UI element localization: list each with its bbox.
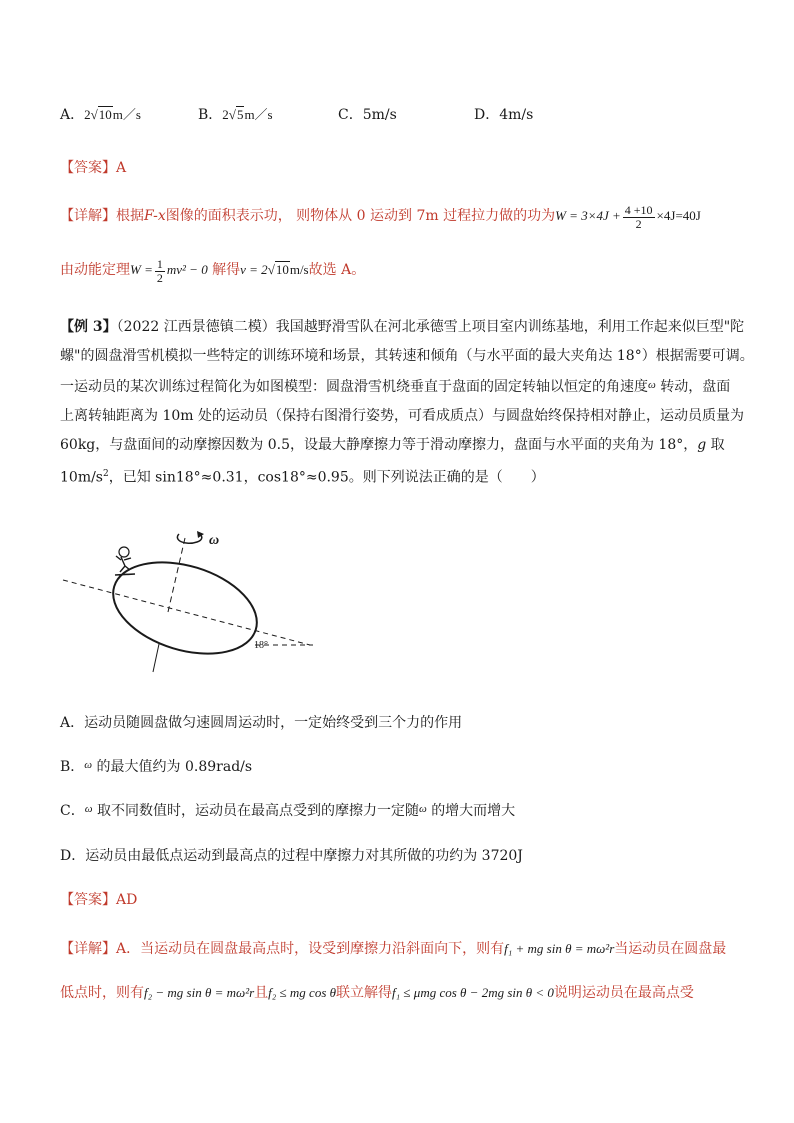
inequality-friction: f₂ ≤ mg cos θ	[268, 985, 337, 1000]
example-3-line-2: 螺"的圆盘滑雪机模拟一些特定的训练环境和场景，其转速和倾角（与水平面的最大夹角达 18°）根据需要可调。	[60, 348, 754, 364]
option-a: A．运动员随圆盘做匀速圆周运动时，一定始终受到三个力的作用	[60, 715, 463, 731]
option-d: D．运动员由最低点运动到最高点的过程中摩擦力对其所做的功约为 3720J	[60, 848, 523, 864]
answer-tag: 【答案】	[60, 892, 116, 908]
answer-tag: 【答案】	[60, 160, 116, 176]
option-a-top	[60, 104, 141, 124]
rotation-arrowhead-icon	[197, 531, 204, 538]
option-c: C．$^\omega$ 取不同数值时，运动员在最高点受到的摩擦力一定随$^\omega$ 的增大而增大	[60, 803, 516, 819]
detail-1-line-1: 【详解】根据F-x图像的面积表示功， 则物体从 0 运动到 7m 过程拉力做的功为W = 3×4J + $\frac{4 +10}{2}$ ×4J=40J	[60, 202, 701, 231]
answer-1	[60, 157, 126, 177]
option-d-top: D．4m/s	[474, 107, 534, 123]
disc-ellipse	[102, 546, 268, 670]
work-equation: W = 3×4J + $\frac{4 +10}{2}$ ×4J=40J	[555, 202, 701, 231]
answer-value: AD	[116, 892, 138, 908]
option-b-label: B．	[198, 107, 223, 123]
kinetic-energy-equation: W = $\frac{1}{2}$ mv² − 0	[130, 256, 208, 285]
example-3-line-6: $10m/s^2$，已知 sin18°≈0.31，cos18°≈0.95。则下列说法正确的是（ ）	[60, 469, 545, 486]
example-3-line-3: 一运动员的某次训练过程简化为如图模型：圆盘滑雪机绕垂直于盘面的固定转轴以恒定的角速度$^\omega$ 转动，盘面	[60, 379, 731, 395]
detail-tag: 【详解】	[60, 208, 116, 224]
detail-tag: 【详解】	[60, 941, 116, 957]
option-c-top: C．5m/s	[338, 107, 397, 123]
omega-label: ω	[209, 533, 220, 548]
option-b: B．$^\omega$ 的最大值约为 0.89rad/s	[60, 759, 253, 775]
equation-bottom: f₂ − mg sin θ = mω²r	[144, 985, 255, 1000]
example-3-problem	[60, 313, 754, 493]
rotation-axis-lower	[153, 644, 159, 672]
example-3-line-1: 【例 3】（2022 江西景德镇二模）我国越野滑雪队在河北承德雪上项目室内训练基地，利用工作起来似巨型"陀	[60, 319, 745, 335]
answer-2	[60, 889, 137, 909]
detail-2-line-2: 低点时，则有f₂ − mg sin θ = mω²r且f₂ ≤ mg cos θ联立解得f₁ ≤ μmg cos θ − 2mg sin θ < 0说明运动员在最高点受	[60, 985, 694, 1001]
example-3-line-4: 上离转轴距离为 10m 处的运动员（保持右图滑行姿势，可看成质点）与圆盘始终保持相对静止，运动员质量为	[60, 408, 744, 424]
example-tag: 【例 3】	[60, 319, 117, 335]
option-b-value: 2√5m／s	[222, 107, 273, 122]
equation-top: f₁ + mg sin θ = mω²r	[504, 941, 615, 956]
velocity-result: v = 2√10m/s	[240, 262, 309, 277]
detail-1-line-2: 由动能定理W = $\frac{1}{2}$ mv² − 0 解得v = 2√10m/s故选 A。	[60, 256, 366, 285]
option-b-top	[198, 104, 273, 124]
tilt-dashed-line	[63, 580, 310, 645]
option-a-value: 2√10m／s	[84, 107, 141, 122]
spinning-disc-figure	[55, 520, 325, 680]
angle-label: 18°	[254, 640, 268, 651]
inequality-result: f₁ ≤ μmg cos θ − 2mg sin θ < 0	[392, 985, 554, 1000]
detail-2-line-1: 【详解】A．当运动员在圆盘最高点时，设受到摩擦力沿斜面向下，则有f₁ + mg sin θ = mω²r当运动员在圆盘最	[60, 941, 727, 957]
option-a-label: A．	[60, 107, 85, 123]
rotation-axis	[168, 538, 185, 612]
example-3-line-5: 60kg，与盘面间的动摩擦因数为 0.5，设最大静摩擦力等于滑动摩擦力，盘面与水平面的夹角为 18°，g 取	[60, 437, 725, 453]
answer-value: A	[116, 160, 127, 176]
